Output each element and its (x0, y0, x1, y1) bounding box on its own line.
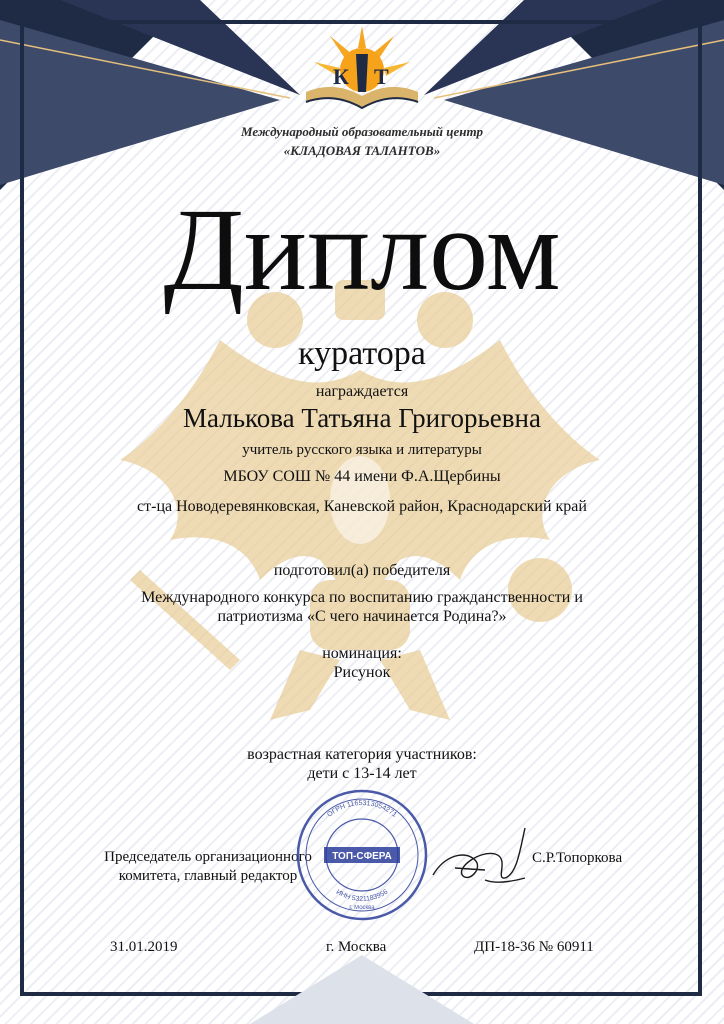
official-stamp (292, 785, 432, 925)
stamp-center-text: ТОП-СФЕРА (332, 851, 392, 862)
issue-city: г. Москва (326, 939, 387, 955)
age-category-label: возрастная категория участников: (247, 746, 477, 763)
org-name-line1: Международный образовательный центр (240, 124, 484, 139)
stamp-city: г. Москва (349, 905, 375, 911)
diploma-subtitle: куратора (298, 335, 426, 372)
diploma-number: ДП-18-36 № 60911 (474, 939, 594, 955)
logo-letter-t: Т (374, 64, 389, 89)
handwritten-signature (425, 820, 535, 900)
stamp-ogrn: ОГРН 1165313054271 (326, 799, 398, 819)
torch-figure (356, 54, 368, 92)
diploma-title: Диплом (163, 184, 561, 315)
signatory-role-line2: комитета, главный редактор (118, 868, 298, 884)
contest-line1: Международного конкурса по воспитанию гражданственности и (141, 589, 583, 606)
school-location: ст-ца Новодеревянковская, Каневской район, Краснодарский край (137, 498, 587, 515)
recipient-position: учитель русского языка и литературы (242, 442, 482, 458)
stamp-inn: ИНН 5321183956 (334, 888, 390, 904)
contest-line2: патриотизма «С чего начинается Родина?» (217, 608, 507, 625)
school-name: МБОУ СОШ № 44 имени Ф.А.Щербины (223, 468, 501, 485)
issue-date: 31.01.2019 (110, 939, 178, 955)
awarded-label: награждается (315, 383, 409, 400)
prepared-label: подготовил(а) победителя (273, 562, 451, 579)
signatory-role-line1: Председатель организационного (104, 849, 312, 865)
nomination-value: Рисунок (333, 664, 391, 681)
bottom-center-triangle (250, 955, 474, 1024)
kt-logo (300, 18, 424, 113)
nomination-label: номинация: (322, 645, 402, 662)
logo-letter-k: К (333, 64, 349, 89)
age-category-value: дети с 13-14 лет (307, 765, 417, 782)
signatory-name: С.Р.Топоркова (532, 850, 623, 866)
recipient-name: Малькова Татьяна Григорьевна (183, 403, 541, 433)
org-name-line2: «КЛАДОВАЯ ТАЛАНТОВ» (283, 143, 441, 158)
svg-text:ОГРН 1165313054271 (326, 800, 398, 819)
